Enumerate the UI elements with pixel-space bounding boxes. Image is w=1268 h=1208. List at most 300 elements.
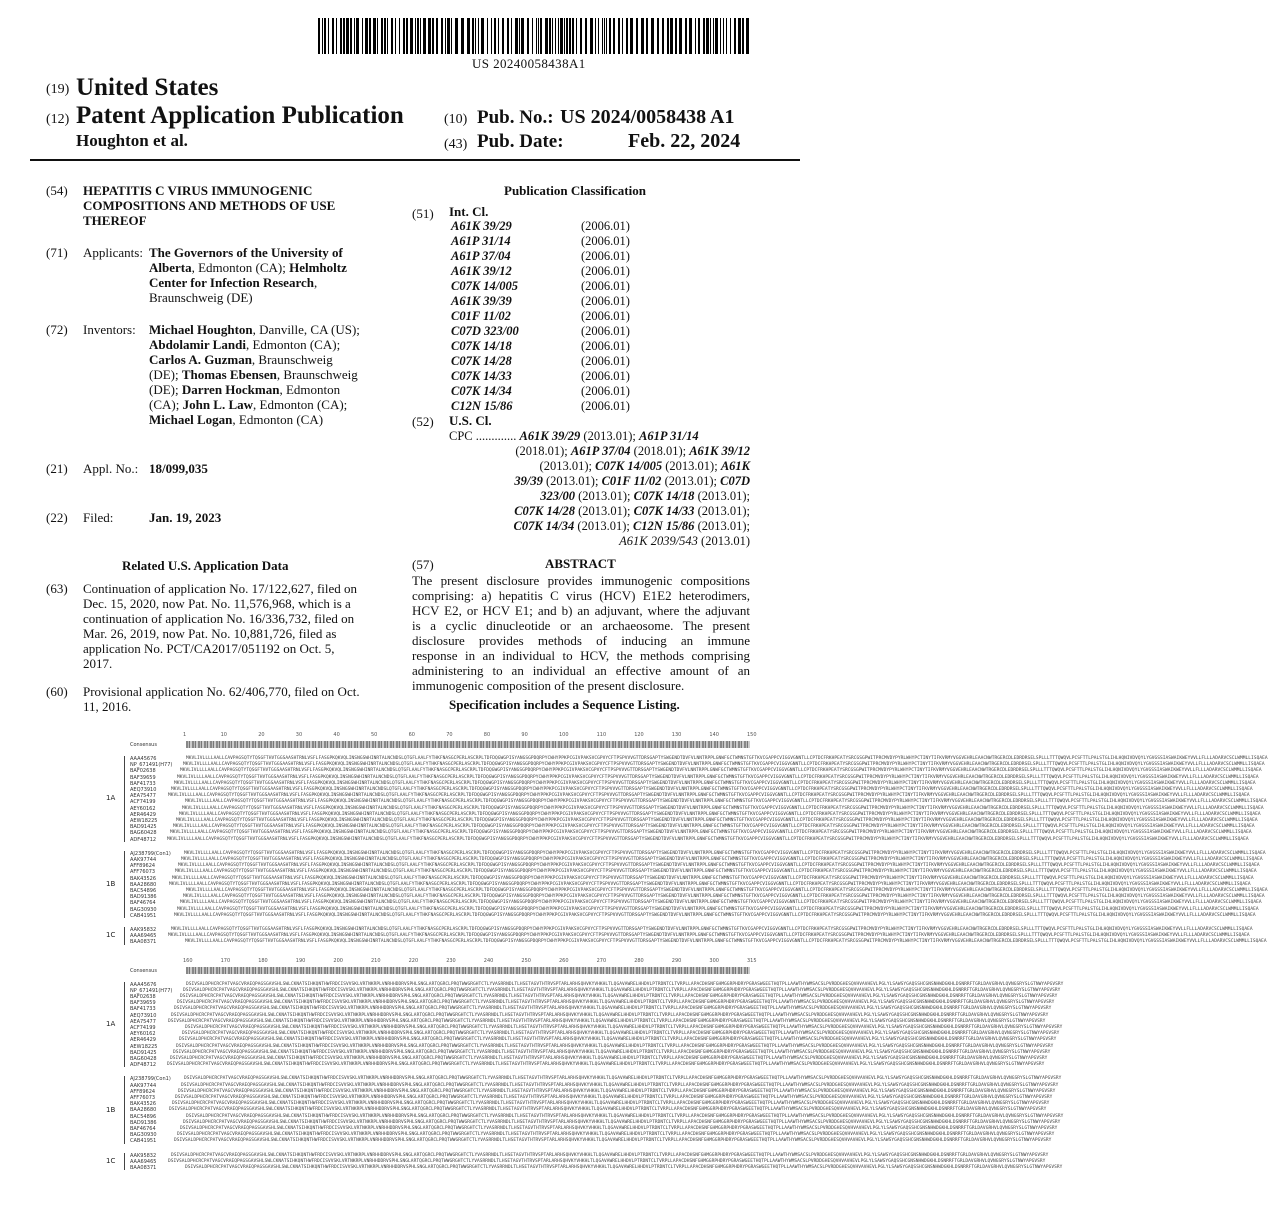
sequence-row: DSIVSALDPHCRCPATVAGCVRAEQPAGSGAVSHLSWLCKNATSIHKQNTHWFRDCISVVSKLVRTNKRPLVNRHHDDRVSPHLSNGLARTQGRCLPRQTWWGRGHTCTLYVASRRNDLTLHSETAGVTHTRVSPTARLARHSQHVKYVHKHLTLQGAVAWRELHHDVLPTRDNTCLTVRPLLAPACDHSNFGHMGGRPHDRYPGRASWGEETHQTPLLAAWTHYWMSACSLPVRDDGHESQVHVAVHEVLPGLYLSAWSYGAQSSHCGNSNHWDGKHLDSNRRFTGRLDAVGRHVLQVNGSRYSLGTNWYAPGVSRY [168, 1158, 1046, 1164]
sequence-row: DSIVSALDPHCRCPATVAGCVRAEQPAGSGAVSHLSWLCKNATSIHKQNTHWFRDCISVVSKLVRTNKRPLVNRHHDDRVSPHLSNGLARTQGRCLPRQTWWGRGHTCTLYVASRRNDLTLHSETAGVTHTRVSPTARLARHSQHVKYVHKHLTLQGAVAWRELHHDVLPTRDNTCLTVRPLLAPACDHSNFGHMGGRPHDRYPGRASWGEETHQTPLLAAWTHYWMSACSLPVRDDGHESQVHVAVHEVLPGLYLSAWSYGAQSSHCGNSNHWDGKHLDSNRRFTGRLDAVGRHVLQVNGSRYSLGTNWYAPGVSRY [176, 1043, 1054, 1049]
sequence-id: AEY60162 [130, 805, 156, 812]
applicants-code: (71) [46, 245, 68, 260]
cpc-segment: C07K 14/34 [513, 519, 575, 533]
barcode-bar [545, 18, 548, 54]
sequence-row: DSIVSALDPHCRCPATVAGCVRAEQPAGSGAVSHLSWLCKNATSIHKQNTHWFRDCISVVSKLVRTNKRPLVNRHHDDRVSPHLSNGLARTQGRCLPRQTWWGRGHTCTLYVASRRNDLTLHSETAGVTHTRVSPTARLARHSQHVKYVHKHLTLQGAVAWRELHHDVLPTRDNTCLTVRPLLAPACDHSNFGHMGGRPHDRYPGRASWGEETHQTPLLAAWTHYWMSACSLPVRDDGHESQVHVAVHEVLPGLYLSAWSYGAQSSHCGNSNHWDGKHLDSNRRFTGRLDAVGRHVLQVNGSRYSLGTNWYAPGVSRY [181, 1082, 1059, 1088]
int-cl-year: (2006.01) [581, 264, 630, 278]
sequence-row: MKVLIVLLLLAALLCAVPAGSQTYTQSGFTHVTGGSAASHTRNLVSFLFASGPKQKVQLINSNGSWHINRTALNCNDSLQTGFLAALFYTHKFNASGCPERLASCRPLTDFDQGWGPISYANGSGPDQRPYCWHYPPKPCGIVPAKSVCGPVYCFTPSPVVVGTTDRSGAPTYSWGENDTDVFVLNNTRPPLGNWFGCTWMNSTGFTKVCGAPPCVIGGVGNNTLLCPTDCFRKHPEATYSRCGSGPWITPRCMVDYPYRLWHYPCTINYTIFKVRMYVGGVEHRLEAACNWTRGERCDLEDRDRSELSPLLLTTTQWQVLPCSFTTLPALSTGLIHLHQNIVDVQYLYGVGSSIASWAIKWEYVVLLFLLLADARVCSCLWMMLLISQAEA [168, 933, 1250, 939]
int-cl-row [451, 354, 651, 369]
sequence-row: DSIVSALDPHCRCPATVAGCVRAEQPAGSGAVSHLSWLCKNATSIHKQNTHWFRDCISVVSKLVRTNKRPLVNRHHDDRVSPHLSNGLARTQGRCLPRQTWWGRGHTCTLYVASRRNDLTLHSETAGVTHTRVSPTARLARHSQHVKYVHKHLTLQGAVAWRELHHDVLPTRDNTCLTVRPLLAPACDHSNFGHMGGRPHDRYPGRASWGEETHQTPLLAAWTHYWMSACSLPVRDDGHESQVHVAVHEVLPGLYLSAWSYGAQSSHCGNSNHWDGKHLDSNRRFTGRLDAVGRHVLQVNGSRYSLGTNWYAPGVSRY [177, 1000, 1055, 1006]
barcode-bar [602, 18, 603, 54]
barcode-bar [651, 18, 654, 54]
barcode-bar [475, 18, 476, 54]
sequence-id: AFF89624 [130, 1088, 156, 1095]
sequence-row: DSIVSALDPHCRCPATVAGCVRAEQPAGSGAVSHLSWLCKNATSIHKQNTHWFRDCISVVSKLVRTNKRPLVNRHHDDRVSPHLSNGLARTQGRCLPRQTWWGRGHTCTLYVASRRNDLTLHSETAGVTHTRVSPTARLARHSQHVKYVHKHLTLQGAVAWRELHHDVLPTRDNTCLTVRPLLAPACDHSNFGHMGGRPHDRYPGRASWGEETHQTPLLAAWTHYWMSACSLPVRDDGHESQVHVAVHEVLPGLYLSAWSYGAQSSHCGNSNHWDGKHLDSNRRFTGRLDAVGRHVLQVNGSRYSLGTNWYAPGVSRY [170, 1056, 1048, 1061]
sequence-id: AAA45676 [130, 981, 157, 988]
sequence-row: DSIVSALDPHCRCPATVAGCVRAEQPAGSGAVSHLSWLCKNATSIHKQNTHWFRDCISVVSKLVRTNKRPLVNRHHDDRVSPHLSNGLARTQGRCLPRQTWWGRGHTCTLYVASRRNDLTLHSETAGVTHTRVSPTARLARHSQHVKYVHKHLTLQGAVAWRELHHDVLPTRDNTCLTVRPLLAPACDHSNFGHMGGRPHDRYPGRASWGEETHQTPLLAAWTHYWMSACSLPVRDDGHESQVHVAVHEVLPGLYLSAWSYGAQSSHCGNSNHWDGKHLDSNRRFTGRLDAVGRHVLQVNGSRYSLGTNWYAPGVSRY [171, 1012, 1049, 1018]
sequence-id: ADF48712 [130, 1062, 157, 1069]
ruler-tick: 160 [183, 957, 193, 964]
barcode-bar [558, 18, 559, 54]
pub-no-code: (10) [444, 112, 468, 127]
sequence-id: BAF02638 [130, 994, 156, 1000]
ruler-tick: 240 [483, 957, 494, 964]
sequence-id: AJ238799(Con1) [130, 850, 171, 857]
barcode-bar [657, 18, 659, 54]
cpc-segment: (2013.01); [574, 504, 634, 518]
sequence-id: BAK43526 [130, 875, 157, 882]
ruler-tick: 110 [596, 732, 607, 738]
barcode-bar [406, 18, 408, 54]
ruler-tick: 220 [408, 957, 419, 964]
sequence-id: BAK43526 [130, 1101, 157, 1108]
pub-date-label: Pub. Date: [477, 131, 564, 152]
barcode-bar [515, 18, 518, 54]
barcode-bar [527, 18, 529, 54]
barcode-bar [560, 18, 563, 54]
barcode-bar [585, 18, 587, 54]
sequence-id: BAC54896 [130, 1113, 157, 1120]
group-label: 1B [106, 1105, 116, 1114]
ruler-tick: 90 [521, 732, 528, 738]
barcode-bar [713, 18, 714, 54]
int-cl-row [451, 249, 651, 264]
continuation-code: (63) [46, 581, 68, 596]
sequence-id: AEQ73910 [130, 1012, 157, 1019]
sequence-row: MKVLIVLLLLAALLCAVPAGSQTYTQSGFTHVTGGSAASHTRNLVSFLFASGPKQKVQLINSNGSWHINRTALNCNDSLQTGFLAALFYTHKFNASGCPERLASCRPLTDFDQGWGPISYANGSGPDQRPYCWHYPPKPCGIVPAKSVCGPVYCFTPSPVVVGTTDRSGAPTYSWGENDTDVFVLNNTRPPLGNWFGCTWMNSTGFTKVCGAPPCVIGGVGNNTLLCPTDCFRKHPEATYSRCGSGPWITPRCMVDYPYRLWHYPCTINYTIFKVRMYVGGVEHRLEAACNWTRGERCDLEDRDRSELSPLLLTTTQWQVLPCSFTTLPALSTGLIHLHQNIVDVQYLYGVGSSIASWAIKWEYVVLLFLLLADARVCSCLWMMLLISQAEA [179, 811, 1261, 817]
int-cl-list [451, 219, 651, 414]
sequence-row: MKVLIVLLLLAALLCAVPAGSQTYTQSGFTHVTGGSAASHTRNLVSFLFASGPKQKVQLINSNGSWHINRTALNCNDSLQTGFLAALFYTHKFNASGCPERLASCRPLTDFDQGWGPISYANGSGPDQRPYCWHYPPKPCGIVPAKSVCGPVYCFTPSPVVVGTTDRSGAPTYSWGENDTDVFVLNNTRPPLGNWFGCTWMNSTGFTKVCGAPPCVIGGVGNNTLLCPTDCFRKHPEATYSRCGSGPWITPRCMVDYPYRLWHYPCTINYTIFKVRMYVGGVEHRLEAACNWTRGERCDLEDRDRSELSPLLLTTTQWQVLPCSFTTLPALSTGLIHLHQNIVDVQYLYGVGSSIASWAIKWEYVVLLFLLLADARVCSCLWMMLLISQAEA [180, 768, 1262, 774]
int-cl-row [451, 219, 651, 234]
barcode-bar [613, 18, 615, 54]
int-cl-row [451, 309, 651, 324]
ruler-tick: 140 [709, 732, 719, 738]
barcode-bar [742, 18, 744, 54]
sequence-id: AEY60162 [130, 1031, 156, 1038]
barcode-bar [626, 18, 628, 54]
sequence-id: BAG30930 [130, 906, 157, 913]
sequence-id: BAA08371 [130, 939, 157, 946]
barcode-bar [387, 18, 388, 54]
abstract-line: is a cyclic dinucleotide or an archaeosome. The present [412, 618, 750, 633]
barcode-bar [698, 18, 700, 54]
cpc-line [449, 459, 750, 474]
sequence-row: DSIVSALDPHCRCPATVAGCVRAEQPAGSGAVSHLSWLCKNATSIHKQNTHWFRDCISVVSKLVRTNKRPLVNRHHDDRVSPHLSNGLARTQGRCLPRQTWWGRGHTCTLYVASRRNDLTLHSETAGVTHTRVSPTARLARHSQHVKYVHKHLTLQGAVAWRELHHDVLPTRDNTCLTVRPLLAPACDHSNFGHMGGRPHDRYPGRASWGEETHQTPLLAAWTHYWMSACSLPVRDDGHESQVHVAVHEVLPGLYLSAWSYGAQSSHCGNSNHWDGKHLDSNRRFTGRLDAVGRHVLQVNGSRYSLGTNWYAPGVSRY [186, 981, 1064, 987]
sequence-id: BAF41733 [130, 1006, 156, 1013]
barcode-bar [521, 18, 524, 54]
barcode-bar [343, 18, 345, 54]
sequence-id: BAA28680 [130, 881, 157, 888]
sequence-id: BAG60428 [130, 830, 157, 837]
cpc-line [449, 474, 750, 489]
pub-date-code: (43) [444, 137, 468, 152]
sequence-row: DSIVSALDPHCRCPATVAGCVRAEQPAGSGAVSHLSWLCKNATSIHKQNTHWFRDCISVVSKLVRTNKRPLVNRHHDDRVSPHLSNGLARTQGRCLPRQTWWGRGHTCTLYVASRRNDLTLHSETAGVTHTRVSPTARLARHSQHVKYVHKHLTLQGAVAWRELHHDVLPTRDNTCLTVRPLLAPACDHSNFGHMGGRPHDRYPGRASWGEETHQTPLLAAWTHYWMSACSLPVRDDGHESQVHVAVHEVLPGLYLSAWSYGAQSSHCGNSNHWDGKHLDSNRRFTGRLDAVGRHVLQVNGSRYSLGTNWYAPGVSRY [177, 1132, 1055, 1138]
int-cl-year: (2006.01) [581, 324, 630, 338]
barcode-bar [641, 18, 644, 54]
int-cl-year: (2006.01) [581, 399, 630, 413]
int-cl-year: (2006.01) [581, 384, 630, 398]
sequence-id: AAK97744 [130, 1082, 157, 1089]
int-cl-row [451, 234, 651, 249]
sequence-id: AAK95832 [130, 927, 157, 933]
barcode-bar [356, 18, 359, 54]
int-cl-row [451, 399, 651, 414]
sequence-id: CAB41951 [130, 912, 157, 919]
ruler-tick: 130 [671, 732, 682, 738]
ruler-tick: 290 [671, 957, 682, 964]
provisional-code: (60) [46, 684, 68, 699]
filed-date: Jan. 19, 2023 [149, 510, 222, 525]
consensus-label: Consensus [130, 967, 157, 974]
sequence-id: BAF39659 [130, 1000, 156, 1007]
int-cl-code-value: A61P 37/04 [451, 249, 511, 263]
ruler-tick: 280 [634, 957, 644, 964]
pub-no: US 2024/0058438 A1 [560, 106, 735, 128]
appl-code: (21) [46, 461, 68, 476]
applicants-label: Applicants: [83, 245, 143, 260]
barcode-bar [576, 18, 577, 54]
int-cl-row [451, 339, 651, 354]
sequence-id: ACF74199 [130, 799, 156, 806]
barcode-bar [580, 18, 582, 54]
group-bracket [124, 756, 125, 842]
sequence-id: NP_671491(H77) [130, 987, 173, 994]
barcode-bar [572, 18, 574, 54]
cpc-segment: C07K 14/005 [595, 459, 663, 473]
sequence-row: DSIVSALDPHCRCPATVAGCVRAEQPAGSGAVSHLSWLCKNATSIHKQNTHWFRDCISVVSKLVRTNKRPLVNRHHDDRVSPHLSNGLARTQGRCLPRQTWWGRGHTCTLYVASRRNDLTLHSETAGVTHTRVSPTARLARHSQHVKYVHKHLTLQGAVAWRELHHDVLPTRDNTCLTVRPLLAPACDHSNFGHMGGRPHDRYPGRASWGEETHQTPLLAAWTHYWMSACSLPVRDDGHESQVHVAVHEVLPGLYLSAWSYGAQSSHCGNSNHWDGKHLDSNRRFTGRLDAVGRHVLQVNGSRYSLGTNWYAPGVSRY [168, 1018, 1046, 1024]
appl-label: Appl. No.: [83, 461, 139, 476]
sequence-row: DSIVSALDPHCRCPATVAGCVRAEQPAGSGAVSHLSWLCKNATSIHKQNTHWFRDCISVVSKLVRTNKRPLVNRHHDDRVSPHLSNGLARTQGRCLPRQTWWGRGHTCTLYVASRRNDLTLHSETAGVTHTRVSPTARLARHSQHVKYVHKHLTLQGAVAWRELHHDVLPTRDNTCLTVRPLLAPACDHSNFGHMGGRPHDRYPGRASWGEETHQTPLLAAWTHYWMSACSLPVRDDGHESQVHVAVHEVLPGLYLSAWSYGAQSSHCGNSNHWDGKHLDSNRRFTGRLDAVGRHVLQVNGSRYSLGTNWYAPGVSRY [171, 1152, 1049, 1158]
ruler-tick: 250 [521, 957, 531, 964]
int-cl-label: Int. Cl. [449, 204, 489, 219]
group-label: 1A [106, 1020, 116, 1028]
barcode-bar [726, 18, 727, 54]
cpc-segment: A61K [720, 459, 750, 473]
cpc-segment: C01F 11/02 [601, 474, 662, 488]
sequence-row: MKVLIVLLLLAALLCAVPAGSQTYTQSGFTHVTGGSAASHTRNLVSFLFASGPKQKVQLINSNGSWHINRTALNCNDSLQTGFLAALFYTHKFNASGCPERLASCRPLTDFDQGWGPISYANGSGPDQRPYCWHYPPKPCGIVPAKSVCGPVYCFTPSPVVVGTTDRSGAPTYSWGENDTDVFVLNNTRPPLGNWFGCTWMNSTGFTKVCGAPPCVIGGVGNNTLLCPTDCFRKHPEATYSRCGSGPWITPRCMVDYPYRLWHYPCTINYTIFKVRMYVGGVEHRLEAACNWTRGERCDLEDRDRSELSPLLLTTTQWQVLPCSFTTLPALSTGLIHLHQNIVDVQYLYGVGSSIASWAIKWEYVVLLFLLLADARVCSCLWMMLLISQAEA [177, 906, 1259, 912]
cpc-segment: (2018.01); [630, 444, 690, 458]
sequence-id: BAF46764 [130, 900, 156, 907]
sequence-row: DSIVSALDPHCRCPATVAGCVRAEQPAGSGAVSHLSWLCKNATSIHKQNTHWFRDCISVVSKLVRTNKRPLVNRHHDDRVSPHLSNGLARTQGRCLPRQTWWGRGHTCTLYVASRRNDLTLHSETAGVTHTRVSPTARLARHSQHVKYVHKHLTLQGAVAWRELHHDVLPTRDNTCLTVRPLLAPACDHSNFGHMGGRPHDRYPGRASWGEETHQTPLLAAWTHYWMSACSLPVRDDGHESQVHVAVHEVLPGLYLSAWSYGAQSSHCGNSNHWDGKHLDSNRRFTGRLDAVGRHVLQVNGSRYSLGTNWYAPGVSRY [182, 1031, 1060, 1037]
barcode-bar [670, 18, 673, 54]
sequence-id: AAK97744 [130, 857, 157, 863]
group-bracket [124, 927, 125, 945]
pub-class-heading: Publication Classification [504, 183, 646, 198]
sequence-id: AAA69465 [130, 933, 157, 940]
sequence-id: AFF76073 [130, 1095, 156, 1101]
ruler-tick: 30 [295, 732, 303, 738]
sequence-row: MKVLIVLLLLAALLCAVPAGSQTYTQSGFTHVTGGSAASHTRNLVSFLFASGPKQKVQLINSNGSWHINRTALNCNDSLQTGFLAALFYTHKFNASGCPERLASCRPLTDFDQGWGPISYANGSGPDQRPYCWHYPPKPCGIVPAKSVCGPVYCFTPSPVVVGTTDRSGAPTYSWGENDTDVFVLNNTRPPLGNWFGCTWMNSTGFTKVCGAPPCVIGGVGNNTLLCPTDCFRKHPEATYSRCGSGPWITPRCMVDYPYRLWHYPCTINYTIFKVRMYVGGVEHRLEAACNWTRGERCDLEDRDRSELSPLLLTTTQWQVLPCSFTTLPALSTGLIHLHQNIVDVQYLYGVGSSIASWAIKWEYVVLLFLLLADARVCSCLWMMLLISQAEA [182, 805, 1264, 811]
barcode-bar [695, 18, 696, 54]
cpc-segment: A61K 2039/543 [619, 534, 698, 548]
sequence-row: DSIVSALDPHCRCPATVAGCVRAEQPAGSGAVSHLSWLCKNATSIHKQNTHWFRDCISVVSKLVRTNKRPLVNRHHDDRVSPHLSNGLARTQGRCLPRQTWWGRGHTCTLYVASRRNDLTLHSETAGVTHTRVSPTARLARHSQHVKYVHKHLTLQGAVAWRELHHDVLPTRDNTCLTVRPLLAPACDHSNFGHMGGRPHDRYPGRASWGEETHQTPLLAAWTHYWMSACSLPVRDDGHESQVHVAVHEVLPGLYLSAWSYGAQSSHCGNSNHWDGKHLDSNRRFTGRLDAVGRHVLQVNGSRYSLGTNWYAPGVSRY [179, 1037, 1057, 1043]
cpc-line [449, 504, 750, 519]
int-cl-code-value: A61K 39/39 [451, 294, 512, 308]
barcode-bar [734, 18, 736, 54]
barcode-bar [436, 18, 438, 54]
int-cl-code-value: C07K 14/28 [451, 354, 512, 368]
barcode-bar [332, 18, 334, 54]
barcode-bar [710, 18, 711, 54]
barcode-bar [381, 18, 383, 54]
int-cl-year: (2006.01) [581, 369, 630, 383]
barcode-bar [403, 18, 405, 54]
barcode-bar [622, 18, 623, 54]
cpc-segment: (2013.01); [694, 504, 750, 518]
title: HEPATITIS C VIRUS IMMUNOGENIC COMPOSITIONS AND METHODS OF USE THEREOF [83, 183, 336, 228]
sequence-id: AJ238799(Con1) [130, 1076, 171, 1083]
barcode-bar [346, 18, 349, 54]
sequence-row: MKVLIVLLLLAALLCAVPAGSQTYTQSGFTHVTGGSAASHTRNLVSFLFASGPKQKVQLINSNGSWHINRTALNCNDSLQTGFLAALFYTHKFNASGCPERLASCRPLTDFDQGWGPISYANGSGPDQRPYCWHYPPKPCGIVPAKSVCGPVYCFTPSPVVVGTTDRSGAPTYSWGENDTDVFVLNNTRPPLGNWFGCTWMNSTGFTKVCGAPPCVIGGVGNNTLLCPTDCFRKHPEATYSRCGSGPWITPRCMVDYPYRLWHYPCTINYTIFKVRMYVGGVEHRLEAACNWTRGERCDLEDRDRSELSPLLLTTTQWQVLPCSFTTLPALSTGLIHLHQNIVDVQYLYGVGSSIASWAIKWEYVVLLFLLLADARVCSCLWMMLLISQAEA [185, 799, 1267, 805]
ruler-tick: 210 [371, 957, 381, 964]
barcode-bar [730, 18, 731, 54]
ruler-tick: 20 [258, 732, 265, 738]
sequence-row: MKVLIVLLLLAALLCAVPAGSQTYTQSGFTHVTGGSAASHTRNLVSFLFASGPKQKVQLINSNGSWHINRTALNCNDSLQTGFLAALFYTHKFNASGCPERLASCRPLTDFDQGWGPISYANGSGPDQRPYCWHYPPKPCGIVPAKSVCGPVYCFTPSPVVVGTTDRSGAPTYSWGENDTDVFVLNNTRPPLGNWFGCTWMNSTGFTKVCGAPPCVIGGVGNNTLLCPTDCFRKHPEATYSRCGSGPWITPRCMVDYPYRLWHYPCTINYTIFKVRMYVGGVEHRLEAACNWTRGERCDLEDRDRSELSPLLLTTTQWQVLPCSFTTLPALSTGLIHLHQNIVDVQYLYGVGSSIASWAIKWEYVVLLFLLLADARVCSCLWMMLLISQAEA [172, 875, 1254, 881]
barcode-bar [395, 18, 396, 54]
cpc-segment: C07K 14/33 [633, 504, 695, 518]
country-code: (19) [46, 82, 70, 97]
sequence-row: MKVLIVLLLLAALLCAVPAGSQTYTQSGFTHVTGGSAASHTRNLVSFLFASGPKQKVQLINSNGSWHINRTALNCNDSLQTGFLAALFYTHKFNASGCPERLASCRPLTDFDQGWGPISYANGSGPDQRPYCWHYPPKPCGIVPAKSVCGPVYCFTPSPVVVGTTDRSGAPTYSWGENDTDVFVLNNTRPPLGNWFGCTWMNSTGFTKVCGAPPCVIGGVGNNTLLCPTDCFRKHPEATYSRCGSGPWITPRCMVDYPYRLWHYPCTINYTIFKVRMYVGGVEHRLEAACNWTRGERCDLEDRDRSELSPLLLTTTQWQVLPCSFTTLPALSTGLIHLHQNIVDVQYLYGVGSSIASWAIKWEYVVLLFLLLADARVCSCLWMMLLISQAEA [185, 939, 1267, 945]
barcode-bar [336, 18, 337, 54]
int-cl-row [451, 264, 651, 279]
barcode-number: US 20240058438A1 [472, 56, 586, 71]
inventors: Michael Houghton, Danville, CA (US); Abdolamir Landi, Edmonton (CA); Carlos A. Guzman, Braunschweig (DE); Thomas Ebensen, Braunschweig (DE); Darren Hockman, Edmonton (CA); John L. Law, Edmonton (CA); Michael Logan, Edmonton (CA) [149, 322, 360, 427]
sequence-id: AER46429 [130, 1037, 156, 1044]
barcode-bar [420, 18, 421, 54]
int-cl-row [451, 369, 651, 384]
ruler-tick: 150 [747, 732, 757, 738]
int-cl-code: (51) [412, 206, 434, 221]
barcode-bar [328, 18, 329, 54]
barcode-bar [549, 18, 551, 54]
consensus-bar [186, 741, 750, 748]
barcode-bar [538, 18, 539, 54]
barcode [318, 18, 748, 54]
type-code: (12) [46, 112, 70, 127]
barcode-bar [636, 18, 638, 54]
cpc-segment: (2013.01); [661, 474, 721, 488]
consensus-bar [186, 967, 750, 974]
barcode-bar [536, 18, 537, 54]
ruler-tick: 100 [559, 732, 569, 738]
sequence-id: AFF89624 [130, 863, 156, 870]
barcode-bar [373, 18, 376, 54]
ruler-tick: 170 [220, 957, 231, 964]
sequence-row: DSIVSALDPHCRCPATVAGCVRAEQPAGSGAVSHLSWLCKNATSIHKQNTHWFRDCISVVSKLVRTNKRPLVNRHHDDRVSPHLSNGLARTQGRCLPRQTWWGRGHTCTLYVASRRNDLTLHSETAGVTHTRVSPTARLARHSQHVKYVHKHLTLQGAVAWRELHHDVLPTRDNTCLTVRPLLAPACDHSNFGHMGGRPHDRYPGRASWGEETHQTPLLAAWTHYWMSACSLPVRDDGHESQVHVAVHEVLPGLYLSAWSYGAQSSHCGNSNHWDGKHLDSNRRFTGRLDAVGRHVLQVNGSRYSLGTNWYAPGVSRY [175, 1095, 1053, 1100]
barcode-bar [502, 18, 504, 54]
group-bracket [124, 982, 125, 1068]
int-cl-row [451, 324, 651, 339]
barcode-bar [720, 18, 721, 54]
cpc-segment: (2013.01); [694, 519, 750, 533]
int-cl-year: (2006.01) [581, 354, 630, 368]
sequence-row: DSIVSALDPHCRCPATVAGCVRAEQPAGSGAVSHLSWLCKNATSIHKQNTHWFRDCISVVSKLVRTNKRPLVNRHHDDRVSPHLSNGLARTQGRCLPRQTWWGRGHTCTLYVASRRNDLTLHSETAGVTHTRVSPTARLARHSQHVKYVHKHLTLQGAVAWRELHHDVLPTRDNTCLTVRPLLAPACDHSNFGHMGGRPHDRYPGRASWGEETHQTPLLAAWTHYWMSACSLPVRDDGHESQVHVAVHEVLPGLYLSAWSYGAQSSHCGNSNHWDGKHLDSNRRFTGRLDAVGRHVLQVNGSRYSLGTNWYAPGVSRY [173, 1049, 1051, 1055]
ruler-tick: 190 [295, 957, 306, 964]
barcode-bar [552, 18, 553, 54]
group-label: 1A [106, 794, 116, 803]
barcode-bar [362, 18, 363, 54]
barcode-bar [451, 18, 452, 54]
int-cl-code-value: C12N 15/86 [451, 399, 513, 413]
sequence-id: AER46429 [130, 811, 156, 818]
ruler-tick: 60 [408, 732, 415, 738]
sequence-id: AEA75477 [130, 793, 156, 800]
barcode-bar [675, 18, 677, 54]
barcode-bar [494, 18, 496, 54]
abstract-text [412, 573, 750, 693]
provisional: Provisional application No. 62/406,770, filed on Oct. 11, 2016. [83, 684, 360, 714]
barcode-bar [322, 18, 323, 54]
ruler-tick: 1 [183, 732, 187, 738]
barcode-bar [461, 18, 464, 54]
abstract-line: response in an individual to HCV, the methods comprising [412, 648, 750, 663]
ruler-tick: 270 [596, 957, 607, 964]
sequence-row: MKVLIVLLLLAALLCAVPAGSQTYTQSGFTHVTGGSAASHTRNLVSFLFASGPKQKVQLINSNGSWHINRTALNCNDSLQTGFLAALFYTHKFNASGCPERLASCRPLTDFDQGWGPISYANGSGPDQRPYCWHYPPKPCGIVPAKSVCGPVYCFTPSPVVVGTTDRSGAPTYSWGENDTDVFVLNNTRPPLGNWFGCTWMNSTGFTKVCGAPPCVIGGVGNNTLLCPTDCFRKHPEATYSRCGSGPWITPRCMVDYPYRLWHYPCTINYTIFKVRMYVGGVEHRLEAACNWTRGERCDLEDRDRSELSPLLLTTTQWQVLPCSFTTLPALSTGLIHLHQNIVDVQYLYGVGSSIASWAIKWEYVVLLFLLLADARVCSCLWMMLLISQAEA [169, 881, 1251, 887]
group-bracket [124, 1076, 125, 1143]
abstract-heading: ABSTRACT [545, 556, 616, 571]
consensus-label: Consensus [130, 742, 157, 748]
barcode-bar [365, 18, 368, 54]
inventors-label: Inventors: [83, 322, 136, 337]
barcode-bar [445, 18, 446, 54]
pub-date: Feb. 22, 2024 [628, 130, 741, 152]
sequence-id: BAD91425 [130, 824, 157, 831]
sequence-id: AAA69465 [130, 1158, 157, 1165]
sequence-row: MKVLIVLLLLAALLCAVPAGSQTYTQSGFTHVTGGSAASHTRNLVSFLFASGPKQKVQLINSNGSWHINRTALNCNDSLQTGFLAALFYTHKFNASGCPERLASCRPLTDFDQGWGPISYANGSGPDQRPYCWHYPPKPCGIVPAKSVCGPVYCFTPSPVVVGTTDRSGAPTYSWGENDTDVFVLNNTRPPLGNWFGCTWMNSTGFTKVCGAPPCVIGGVGNNTLLCPTDCFRKHPEATYSRCGSGPWITPRCMVDYPYRLWHYPCTINYTIFKVRMYVGGVEHRLEAACNWTRGERCDLEDRDRSELSPLLLTTTQWQVLPCSFTTLPALSTGLIHLHQNIVDVQYLYGVGSSIASWAIKWEYVVLLFLLLADARVCSCLWMMLLISQAEA [171, 787, 1253, 792]
cpc-segment: C12N 15/86 [632, 519, 695, 533]
sequence-row: MKVLIVLLLLAALLCAVPAGSQTYTQSGFTHVTGGSAASHTRNLVSFLFASGPKQKVQLINSNGSWHINRTALNCNDSLQTGFLAALFYTHKFNASGCPERLASCRPLTDFDQGWGPISYANGSGPDQRPYCWHYPPKPCGIVPAKSVCGPVYCFTPSPVVVGTTDRSGAPTYSWGENDTDVFVLNNTRPPLGNWFGCTWMNSTGFTKVCGAPPCVIGGVGNNTLLCPTDCFRKHPEATYSRCGSGPWITPRCMVDYPYRLWHYPCTINYTIFKVRMYVGGVEHRLEAACNWTRGERCDLEDRDRSELSPLLLTTTQWQVLPCSFTTLPALSTGLIHLHQNIVDVQYLYGVGSSIASWAIKWEYVVLLFLLLADARVCSCLWMMLLISQAEA [183, 894, 1265, 900]
barcode-bar [667, 18, 669, 54]
filed-code: (22) [46, 510, 68, 525]
appl-no: 18/099,035 [149, 461, 208, 476]
cpc-segment: C07K 14/28 [514, 504, 575, 518]
sequence-alignment-figure [0, 728, 1268, 1198]
int-cl-year: (2006.01) [581, 339, 630, 353]
related-heading: Related U.S. Application Data [122, 558, 289, 573]
int-cl-year: (2006.01) [581, 234, 630, 248]
sequence-id: AEW18225 [130, 1043, 158, 1050]
ruler-tick: 40 [333, 732, 340, 738]
sequence-row: DSIVSALDPHCRCPATVAGCVRAEQPAGSGAVSHLSWLCKNATSIHKQNTHWFRDCISVVSKLVRTNKRPLVNRHHDDRVSPHLSNGLARTQGRCLPRQTWWGRGHTCTLYVASRRNDLTLHSETAGVTHTRVSPTARLARHSQHVKYVHKHLTLQGAVAWRELHHDVLPTRDNTCLTVRPLLAPACDHSNFGHMGGRPHDRYPGRASWGEETHQTPLLAAWTHYWMSACSLPVRDDGHESQVHVAVHEVLPGLYLSAWSYGAQSSHCGNSNHWDGKHLDSNRRFTGRLDAVGRHVLQVNGSRYSLGTNWYAPGVSRY [183, 1119, 1061, 1125]
barcode-bar [598, 18, 599, 54]
barcode-bar [564, 18, 565, 54]
sequence-id: BAF41733 [130, 780, 156, 787]
sequence-row: MKVLIVLLLLAALLCAVPAGSQTYTQSGFTHVTGGSAASHTRNLVSFLFASGPKQKVQLINSNGSWHINRTALNCNDSLQTGFLAALFYTHKFNASGCPERLASCRPLTDFDQGWGPISYANGSGPDQRPYCWHYPPKPCGIVPAKSVCGPVYCFTPSPVVVGTTDRSGAPTYSWGENDTDVFVLNNTRPPLGNWFGCTWMNSTGFTKVCGAPPCVIGGVGNNTLLCPTDCFRKHPEATYSRCGSGPWITPRCMVDYPYRLWHYPCTINYTIFKVRMYVGGVEHRLEAACNWTRGERCDLEDRDRSELSPLLLTTTQWQVLPCSFTTLPALSTGLIHLHQNIVDVQYLYGVGSSIASWAIKWEYVVLLFLLLADARVCSCLWMMLLISQAEA [173, 824, 1255, 830]
abstract-line: immunogenic composition of the present disclosure. [412, 678, 685, 693]
sequence-id: ACF74199 [130, 1025, 156, 1031]
cpc-line [449, 534, 750, 549]
barcode-bar [455, 18, 458, 54]
sequence-id: BAG30930 [130, 1132, 157, 1139]
pub-no-label: Pub. No.: [477, 107, 554, 128]
sequence-row: MKVLIVLLLLAALLCAVPAGSQTYTQSGFTHVTGGSAASHTRNLVSFLFASGPKQKVQLINSNGSWHINRTALNCNDSLQTGFLAALFYTHKFNASGCPERLASCRPLTDFDQGWGPISYANGSGPDQRPYCWHYPPKPCGIVPAKSVCGPVYCFTPSPVVVGTTDRSGAPTYSWGENDTDVFVLNNTRPPLGNWFGCTWMNSTGFTKVCGAPPCVIGGVGNNTLLCPTDCFRKHPEATYSRCGSGPWITPRCMVDYPYRLWHYPCTINYTIFKVRMYVGGVEHRLEAACNWTRGERCDLEDRDRSELSPLLLTTTQWQVLPCSFTTLPALSTGLIHLHQNIVDVQYLYGVGSSIASWAIKWEYVVLLFLLLADARVCSCLWMMLLISQAEA [181, 857, 1263, 862]
int-cl-year: (2006.01) [581, 219, 630, 233]
abstract-line: HCV E2, or HCV E1; and b) an adjuvant, where the adjuvant [412, 603, 750, 618]
barcode-bar [689, 18, 692, 54]
sequence-id: BAC54896 [130, 888, 157, 894]
sequence-row: MKVLIVLLLLAALLCAVPAGSQTYTQSGFTHVTGGSAASHTRNLVSFLFASGPKQKVQLINSNGSWHINRTALNCNDSLQTGFLAALFYTHKFNASGCPERLASCRPLTDFDQGWGPISYANGSGPDQRPYCWHYPPKPCGIVPAKSVCGPVYCFTPSPVVVGTTDRSGAPTYSWGENDTDVFVLNNTRPPLGNWFGCTWMNSTGFTKVCGAPPCVIGGVGNNTLLCPTDCFRKHPEATYSRCGSGPWITPRCMVDYPYRLWHYPCTINYTIFKVRMYVGGVEHRLEAACNWTRGERCDLEDRDRSELSPLLLTTTQWQVLPCSFTTLPALSTGLIHLHQNIVDVQYLYGVGSSIASWAIKWEYVVLLFLLLADARVCSCLWMMLLISQAEA [168, 793, 1250, 799]
sequence-id: BAD91386 [130, 894, 157, 901]
abstract-line: comprising: a) hepatitis C virus (HCV) E1E2 heterodimers, [412, 588, 750, 603]
int-cl-code-value: C07K 14/34 [451, 384, 512, 398]
sequence-id: BAF39659 [130, 774, 156, 781]
int-cl-code-value: C07K 14/005 [451, 279, 519, 293]
barcode-bar [491, 18, 492, 54]
barcode-bar [590, 18, 593, 54]
barcode-bar [481, 18, 484, 54]
inventors-code: (72) [46, 322, 68, 337]
sequence-row: MKVLIVLLLLAALLCAVPAGSQTYTQSGFTHVTGGSAASHTRNLVSFLFASGPKQKVQLINSNGSWHINRTALNCNDSLQTGFLAALFYTHKFNASGCPERLASCRPLTDFDQGWGPISYANGSGPDQRPYCWHYPPKPCGIVPAKSVCGPVYCFTPSPVVVGTTDRSGAPTYSWGENDTDVFVLNNTRPPLGNWFGCTWMNSTGFTKVCGAPPCVIGGVGNNTLLCPTDCFRKHPEATYSRCGSGPWITPRCMVDYPYRLWHYPCTINYTIFKVRMYVGGVEHRLEAACNWTRGERCDLEDRDRSELSPLLLTTTQWQVLPCSFTTLPALSTGLIHLHQNIVDVQYLYGVGSSIASWAIKWEYVVLLFLLLADARVCSCLWMMLLISQAEA [186, 888, 1268, 893]
barcode-bar [723, 18, 724, 54]
int-cl-code-value: A61P 31/14 [451, 234, 511, 248]
barcode-bar [532, 18, 533, 54]
barcode-bar [369, 18, 371, 54]
barcode-bar [618, 18, 620, 54]
int-cl-code-value: A61K 39/12 [451, 264, 512, 278]
sequence-row: MKVLIVLLLLAALLCAVPAGSQTYTQSGFTHVTGGSAASHTRNLVSFLFASGPKQKVQLINSNGSWHINRTALNCNDSLQTGFLAALFYTHKFNASGCPERLASCRPLTDFDQGWGPISYANGSGPDQRPYCWHYPPKPCGIVPAKSVCGPVYCFTPSPVVVGTTDRSGAPTYSWGENDTDVFVLNNTRPPLGNWFGCTWMNSTGFTKVCGAPPCVIGGVGNNTLLCPTDCFRKHPEATYSRCGSGPWITPRCMVDYPYRLWHYPCTINYTIFKVRMYVGGVEHRLEAACNWTRGERCDLEDRDRSELSPLLLTTTQWQVLPCSFTTLPALSTGLIHLHQNIVDVQYLYGVGSSIASWAIKWEYVVLLFLLLADARVCSCLWMMLLISQAEA [175, 869, 1257, 875]
barcode-bar [350, 18, 352, 54]
us-cl-code: (52) [412, 414, 434, 429]
sequence-id: BAD91386 [130, 1119, 157, 1126]
ruler-tick: 80 [483, 732, 491, 738]
sequence-row: MKVLIVLLLLAALLCAVPAGSQTYTQSGFTHVTGGSAASHTRNLVSFLFASGPKQKVQLINSNGSWHINRTALNCNDSLQTGFLAALFYTHKFNASGCPERLASCRPLTDFDQGWGPISYANGSGPDQRPYCWHYPPKPCGIVPAKSVCGPVYCFTPSPVVVGTTDRSGAPTYSWGENDTDVFVLNNTRPPLGNWFGCTWMNSTGFTKVCGAPPCVIGGVGNNTLLCPTDCFRKHPEATYSRCGSGPWITPRCMVDYPYRLWHYPCTINYTIFKVRMYVGGVEHRLEAACNWTRGERCDLEDRDRSELSPLLLTTTQWQVLPCSFTTLPALSTGLIHLHQNIVDVQYLYGVGSSIASWAIKWEYVVLLFLLLADARVCSCLWMMLLISQAEA [180, 900, 1262, 906]
cpc-segment: 323/00 [540, 489, 575, 503]
ruler-tick: 260 [559, 957, 569, 964]
sequence-row: DSIVSALDPHCRCPATVAGCVRAEQPAGSGAVSHLSWLCKNATSIHKQNTHWFRDCISVVSKLVRTNKRPLVNRHHDDRVSPHLSNGLARTQGRCLPRQTWWGRGHTCTLYVASRRNDLTLHSETAGVTHTRVSPTARLARHSQHVKYVHKHLTLQGAVAWRELHHDVLPTRDNTCLTVRPLLAPACDHSNFGHMGGRPHDRYPGRASWGEETHQTPLLAAWTHYWMSACSLPVRDDGHESQVHVAVHEVLPGLYLSAWSYGAQSSHCGNSNHWDGKHLDSNRRFTGRLDAVGRHVLQVNGSRYSLGTNWYAPGVSRY [169, 1107, 1047, 1113]
barcode-bar [467, 18, 470, 54]
barcode-bar [738, 18, 741, 54]
barcode-bar [679, 18, 682, 54]
barcode-bar [507, 18, 509, 54]
group-bracket [124, 1153, 125, 1171]
us-cl-label: U.S. Cl. [449, 413, 492, 428]
int-cl-year: (2006.01) [581, 279, 630, 293]
barcode-bar [555, 18, 556, 54]
sequence-row: MKVLIVLLLLAALLCAVPAGSQTYTQSGFTHVTGGSAASHTRNLVSFLFASGPKQKVQLINSNGSWHINRTALNCNDSLQTGFLAALFYTHKFNASGCPERLASCRPLTDFDQGWGPISYANGSGPDQRPYCWHYPPKPCGIVPAKSVCGPVYCFTPSPVVVGTTDRSGAPTYSWGENDTDVFVLNNTRPPLGNWFGCTWMNSTGFTKVCGAPPCVIGGVGNNTLLCPTDCFRKHPEATYSRCGSGPWITPRCMVDYPYRLWHYPCTINYTIFKVRMYVGGVEHRLEAACNWTRGERCDLEDRDRSELSPLLLTTTQWQVLPCSFTTLPALSTGLIHLHQNIVDVQYLYGVGSSIASWAIKWEYVVLLFLLLADARVCSCLWMMLLISQAEA [174, 780, 1256, 786]
sequence-row: DSIVSALDPHCRCPATVAGCVRAEQPAGSGAVSHLSWLCKNATSIHKQNTHWFRDCISVVSKLVRTNKRPLVNRHHDDRVSPHLSNGLARTQGRCLPRQTWWGRGHTCTLYVASRRNDLTLHSETAGVTHTRVSPTARLARHSQHVKYVHKHLTLQGAVAWRELHHDVLPTRDNTCLTVRPLLAPACDHSNFGHMGGRPHDRYPGRASWGEETHQTPLLAAWTHYWMSACSLPVRDDGHESQVHVAVHEVLPGLYLSAWSYGAQSSHCGNSNHWDGKHLDSNRRFTGRLDAVGRHVLQVNGSRYSLGTNWYAPGVSRY [186, 1113, 1064, 1119]
sequence-row: MKVLIVLLLLAALLCAVPAGSQTYTQSGFTHVTGGSAASHTRNLVSFLFASGPKQKVQLINSNGSWHINRTALNCNDSLQTGFLAALFYTHKFNASGCPERLASCRPLTDFDQGWGPISYANGSGPDQRPYCWHYPPKPCGIVPAKSVCGPVYCFTPSPVVVGTTDRSGAPTYSWGENDTDVFVLNNTRPPLGNWFGCTWMNSTGFTKVCGAPPCVIGGVGNNTLLCPTDCFRKHPEATYSRCGSGPWITPRCMVDYPYRLWHYPCTINYTIFKVRMYVGGVEHRLEAACNWTRGERCDLEDRDRSELSPLLLTTTQWQVLPCSFTTLPALSTGLIHLHQNIVDVQYLYGVGSSIASWAIKWEYVVLLFLLLADARVCSCLWMMLLISQAEA [183, 762, 1265, 768]
barcode-bar [447, 18, 450, 54]
sequence-row: MKVLIVLLLLAALLCAVPAGSQTYTQSGFTHVTGGSAASHTRNLVSFLFASGPKQKVQLINSNGSWHINRTALNCNDSLQTGFLAALFYTHKFNASGCPERLASCRPLTDFDQGWGPISYANGSGPDQRPYCWHYPPKPCGIVPAKSVCGPVYCFTPSPVVVGTTDRSGAPTYSWGENDTDVFVLNNTRPPLGNWFGCTWMNSTGFTKVCGAPPCVIGGVGNNTLLCPTDCFRKHPEATYSRCGSGPWITPRCMVDYPYRLWHYPCTINYTIFKVRMYVGGVEHRLEAACNWTRGERCDLEDRDRSELSPLLLTTTQWQVLPCSFTTLPALSTGLIHLHQNIVDVQYLYGVGSSIASWAIKWEYVVLLFLLLADARVCSCLWMMLLISQAEA [177, 774, 1259, 780]
barcode-bar [340, 18, 342, 54]
sequence-id: BAF02638 [130, 768, 156, 775]
barcode-bar [432, 18, 434, 54]
sequence-row: DSIVSALDPHCRCPATVAGCVRAEQPAGSGAVSHLSWLCKNATSIHKQNTHWFRDCISVVSKLVRTNKRPLVNRHHDDRVSPHLSNGLARTQGRCLPRQTWWGRGHTCTLYVASRRNDLTLHSETAGVTHTRVSPTARLARHSQHVKYVHKHLTLQGAVAWRELHHDVLPTRDNTCLTVRPLLAPACDHSNFGHMGGRPHDRYPGRASWGEETHQTPLLAAWTHYWMSACSLPVRDDGHESQVHVAVHEVLPGLYLSAWSYGAQSSHCGNSNHWDGKHLDSNRRFTGRLDAVGRHVLQVNGSRYSLGTNWYAPGVSRY [185, 1025, 1063, 1030]
barcode-bar [399, 18, 400, 54]
cpc-segment: CPC ............. [449, 429, 520, 443]
cpc-segment: (2013.01); [539, 459, 596, 473]
barcode-bar [498, 18, 499, 54]
group-label: 1B [106, 879, 116, 888]
cpc-segment: (2013.01); [574, 519, 633, 533]
group-bracket [124, 851, 125, 918]
cpc-segment: (2013.01); [580, 429, 639, 443]
sequence-row: MKVLIVLLLLAALLCAVPAGSQTYTQSGFTHVTGGSAASHTRNLVSFLFASGPKQKVQLINSNGSWHINRTALNCNDSLQTGFLAALFYTHKFNASGCPERLASCRPLTDFDQGWGPISYANGSGPDQRPYCWHYPPKPCGIVPAKSVCGPVYCFTPSPVVVGTTDRSGAPTYSWGENDTDVFVLNNTRPPLGNWFGCTWMNSTGFTKVCGAPPCVIGGVGNNTLLCPTDCFRKHPEATYSRCGSGPWITPRCMVDYPYRLWHYPCTINYTIFKVRMYVGGVEHRLEAACNWTRGERCDLEDRDRSELSPLLLTTTQWQVLPCSFTTLPALSTGLIHLHQNIVDVQYLYGVGSSIASWAIKWEYVVLLFLLLADARVCSCLWMMLLISQAEA [167, 836, 1249, 842]
sequence-row: DSIVSALDPHCRCPATVAGCVRAEQPAGSGAVSHLSWLCKNATSIHKQNTHWFRDCISVVSKLVRTNKRPLVNRHHDDRVSPHLSNGLARTQGRCLPRQTWWGRGHTCTLYVASRRNDLTLHSETAGVTHTRVSPTARLARHSQHVKYVHKHLTLQGAVAWRELHHDVLPTRDNTCLTVRPLLAPACDHSNFGHMGGRPHDRYPGRASWGEETHQTPLLAAWTHYWMSACSLPVRDDGHESQVHVAVHEVLPGLYLSAWSYGAQSSHCGNSNHWDGKHLDSNRRFTGRLDAVGRHVLQVNGSRYSLGTNWYAPGVSRY [178, 1088, 1056, 1094]
cpc-segment: A61K 39/12 [689, 444, 750, 458]
barcode-bar [324, 18, 326, 54]
sequence-row: MKVLIVLLLLAALLCAVPAGSQTYTQSGFTHVTGGSAASHTRNLVSFLFASGPKQKVQLINSNGSWHINRTALNCNDSLQTGFLAALFYTHKFNASGCPERLASCRPLTDFDQGWGPISYANGSGPDQRPYCWHYPPKPCGIVPAKSVCGPVYCFTPSPVVVGTTDRSGAPTYSWGENDTDVFVLNNTRPPLGNWFGCTWMNSTGFTKVCGAPPCVIGGVGNNTLLCPTDCFRKHPEATYSRCGSGPWITPRCMVDYPYRLWHYPCTINYTIFKVRMYVGGVEHRLEAACNWTRGERCDLEDRDRSELSPLLLTTTQWQVLPCSFTTLPALSTGLIHLHQNIVDVQYLYGVGSSIASWAIKWEYVVLLFLLLADARVCSCLWMMLLISQAEA [186, 756, 1268, 761]
int-cl-year: (2006.01) [581, 309, 630, 323]
cpc-segment: (2013.01); [542, 474, 602, 488]
header-rule [30, 159, 800, 161]
cpc-segment: C07D [720, 474, 750, 488]
sequence-id: NP_671491(H77) [130, 762, 173, 769]
cpc-segment: A61P 31/14 [638, 429, 699, 443]
sequence-id: BAD91425 [130, 1049, 157, 1056]
barcode-bar [415, 18, 416, 54]
sequence-row: DSIVSALDPHCRCPATVAGCVRAEQPAGSGAVSHLSWLCKNATSIHKQNTHWFRDCISVVSKLVRTNKRPLVNRHHDDRVSPHLSNGLARTQGRCLPRQTWWGRGHTCTLYVASRRNDLTLHSETAGVTHTRVSPTARLARHSQHVKYVHKHLTLQGAVAWRELHHDVLPTRDNTCLTVRPLLAPACDHSNFGHMGGRPHDRYPGRASWGEETHQTPLLAAWTHYWMSACSLPVRDDGHESQVHVAVHEVLPGLYLSAWSYGAQSSHCGNSNHWDGKHLDSNRRFTGRLDAVGRHVLQVNGSRYSLGTNWYAPGVSRY [174, 1006, 1052, 1012]
int-cl-code-value: A61K 39/29 [451, 219, 512, 233]
